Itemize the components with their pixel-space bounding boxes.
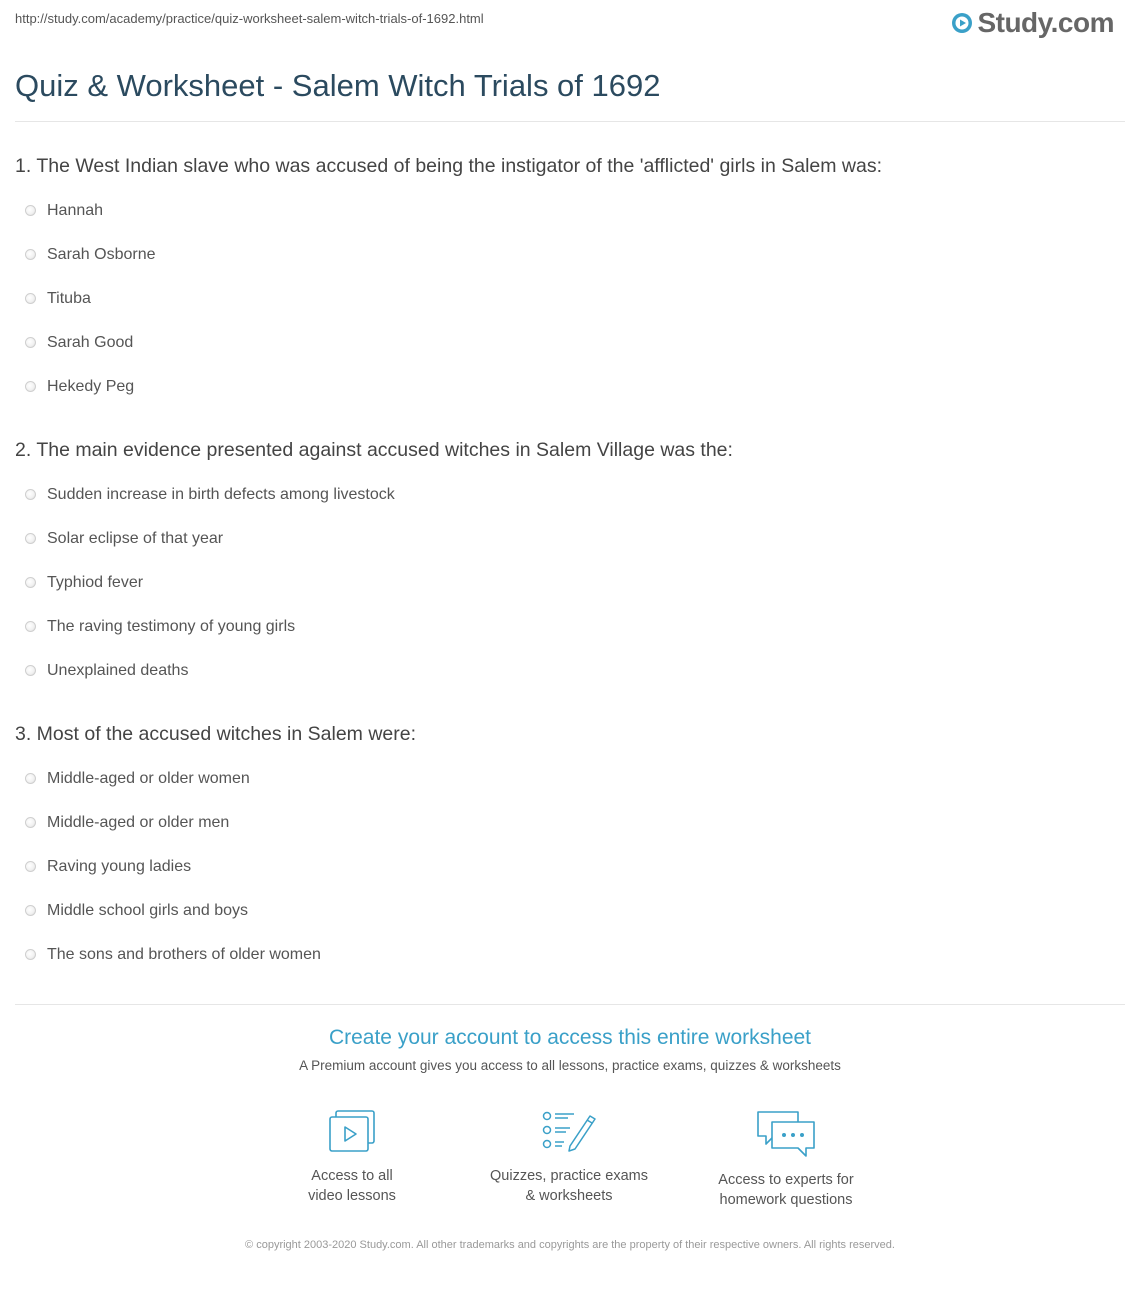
- radio-button-icon[interactable]: [25, 249, 36, 260]
- answer-option[interactable]: [15, 574, 1125, 618]
- radio-button-icon[interactable]: [25, 489, 36, 500]
- answer-option[interactable]: [15, 486, 1125, 530]
- answer-option[interactable]: [15, 290, 1125, 334]
- feature-label-line1: Quizzes, practice exams: [490, 1168, 648, 1184]
- answer-options: [15, 770, 1125, 990]
- option-label: Sarah Good: [47, 334, 134, 351]
- answer-option[interactable]: [15, 770, 1125, 814]
- radio-button-icon[interactable]: [25, 905, 36, 916]
- option-label: Sudden increase in birth defects among livestock: [47, 486, 395, 503]
- option-label: Sarah Osborne: [47, 246, 156, 263]
- option-label: Typhiod fever: [47, 574, 144, 591]
- question-text: 2. The main evidence presented against accused witches in Salem Village was the:: [15, 439, 733, 461]
- radio-button-icon[interactable]: [25, 817, 36, 828]
- option-label: Raving young ladies: [47, 858, 192, 875]
- question-text: 1. The West Indian slave who was accused of being the instigator of the 'afflicted' girls in Salem was:: [15, 155, 882, 177]
- radio-button-icon[interactable]: [25, 621, 36, 632]
- chat-bubbles-icon: [754, 1108, 818, 1160]
- copyright-footer: © copyright 2003-2020 Study.com. All other trademarks and copyrights are the property of their respective owners. All rights reserved.: [245, 1239, 895, 1251]
- answer-option[interactable]: [15, 858, 1125, 902]
- answer-options: [15, 486, 1125, 706]
- radio-button-icon[interactable]: [25, 949, 36, 960]
- answer-option[interactable]: [15, 334, 1125, 378]
- video-lessons-icon: [326, 1108, 378, 1156]
- question-text: 3. Most of the accused witches in Salem were:: [15, 723, 417, 745]
- radio-button-icon[interactable]: [25, 293, 36, 304]
- feature-label-line2: video lessons: [308, 1188, 396, 1204]
- answer-option[interactable]: [15, 618, 1125, 662]
- radio-button-icon[interactable]: [25, 665, 36, 676]
- page-title: Quiz & Worksheet - Salem Witch Trials of 1692: [15, 68, 661, 103]
- option-label: Middle-aged or older men: [47, 814, 230, 831]
- radio-button-icon[interactable]: [25, 337, 36, 348]
- answer-option[interactable]: [15, 378, 1125, 422]
- signup-cta: [0, 1026, 1140, 1073]
- page-url: http://study.com/academy/practice/quiz-worksheet-salem-witch-trials-of-1692.html: [15, 11, 484, 26]
- cta-heading-link[interactable]: Create your account to access this entire worksheet: [328, 1026, 812, 1049]
- question-3: [15, 723, 1125, 990]
- feature-video-lessons: [252, 1108, 452, 1206]
- radio-button-icon[interactable]: [25, 861, 36, 872]
- option-label: Middle-aged or older women: [47, 770, 250, 787]
- option-label: Middle school girls and boys: [47, 902, 248, 919]
- radio-button-icon[interactable]: [25, 205, 36, 216]
- cta-subheading: A Premium account gives you access to all lessons, practice exams, quizzes & worksheets: [299, 1058, 841, 1073]
- divider: [15, 1004, 1125, 1005]
- option-label: Unexplained deaths: [47, 662, 189, 679]
- option-label: The raving testimony of young girls: [47, 618, 296, 635]
- quiz-checklist-icon: [540, 1108, 598, 1156]
- study-logo[interactable]: [951, 7, 1114, 39]
- answer-option[interactable]: [15, 814, 1125, 858]
- feature-label-line2: homework questions: [719, 1192, 853, 1208]
- answer-option[interactable]: [15, 946, 1125, 990]
- radio-button-icon[interactable]: [25, 773, 36, 784]
- answer-options: [15, 202, 1125, 422]
- answer-option[interactable]: [15, 246, 1125, 290]
- answer-option[interactable]: [15, 530, 1125, 574]
- feature-experts: [686, 1108, 886, 1210]
- feature-label-line1: Access to all: [311, 1168, 393, 1184]
- question-1: [15, 155, 1125, 422]
- feature-label-line2: & worksheets: [525, 1188, 613, 1204]
- answer-option[interactable]: [15, 202, 1125, 246]
- divider: [15, 121, 1125, 122]
- answer-option[interactable]: [15, 662, 1125, 706]
- play-logo-icon: [951, 12, 973, 34]
- option-label: Hekedy Peg: [47, 378, 135, 395]
- question-2: [15, 439, 1125, 706]
- radio-button-icon[interactable]: [25, 381, 36, 392]
- feature-quizzes: [469, 1108, 669, 1206]
- option-label: The sons and brothers of older women: [47, 946, 321, 963]
- radio-button-icon[interactable]: [25, 533, 36, 544]
- answer-option[interactable]: [15, 902, 1125, 946]
- option-label: Tituba: [47, 290, 91, 307]
- brand-name: Study.com: [977, 7, 1114, 38]
- feature-label-line1: Access to experts for: [718, 1172, 854, 1188]
- radio-button-icon[interactable]: [25, 577, 36, 588]
- option-label: Hannah: [47, 202, 104, 219]
- option-label: Solar eclipse of that year: [47, 530, 224, 547]
